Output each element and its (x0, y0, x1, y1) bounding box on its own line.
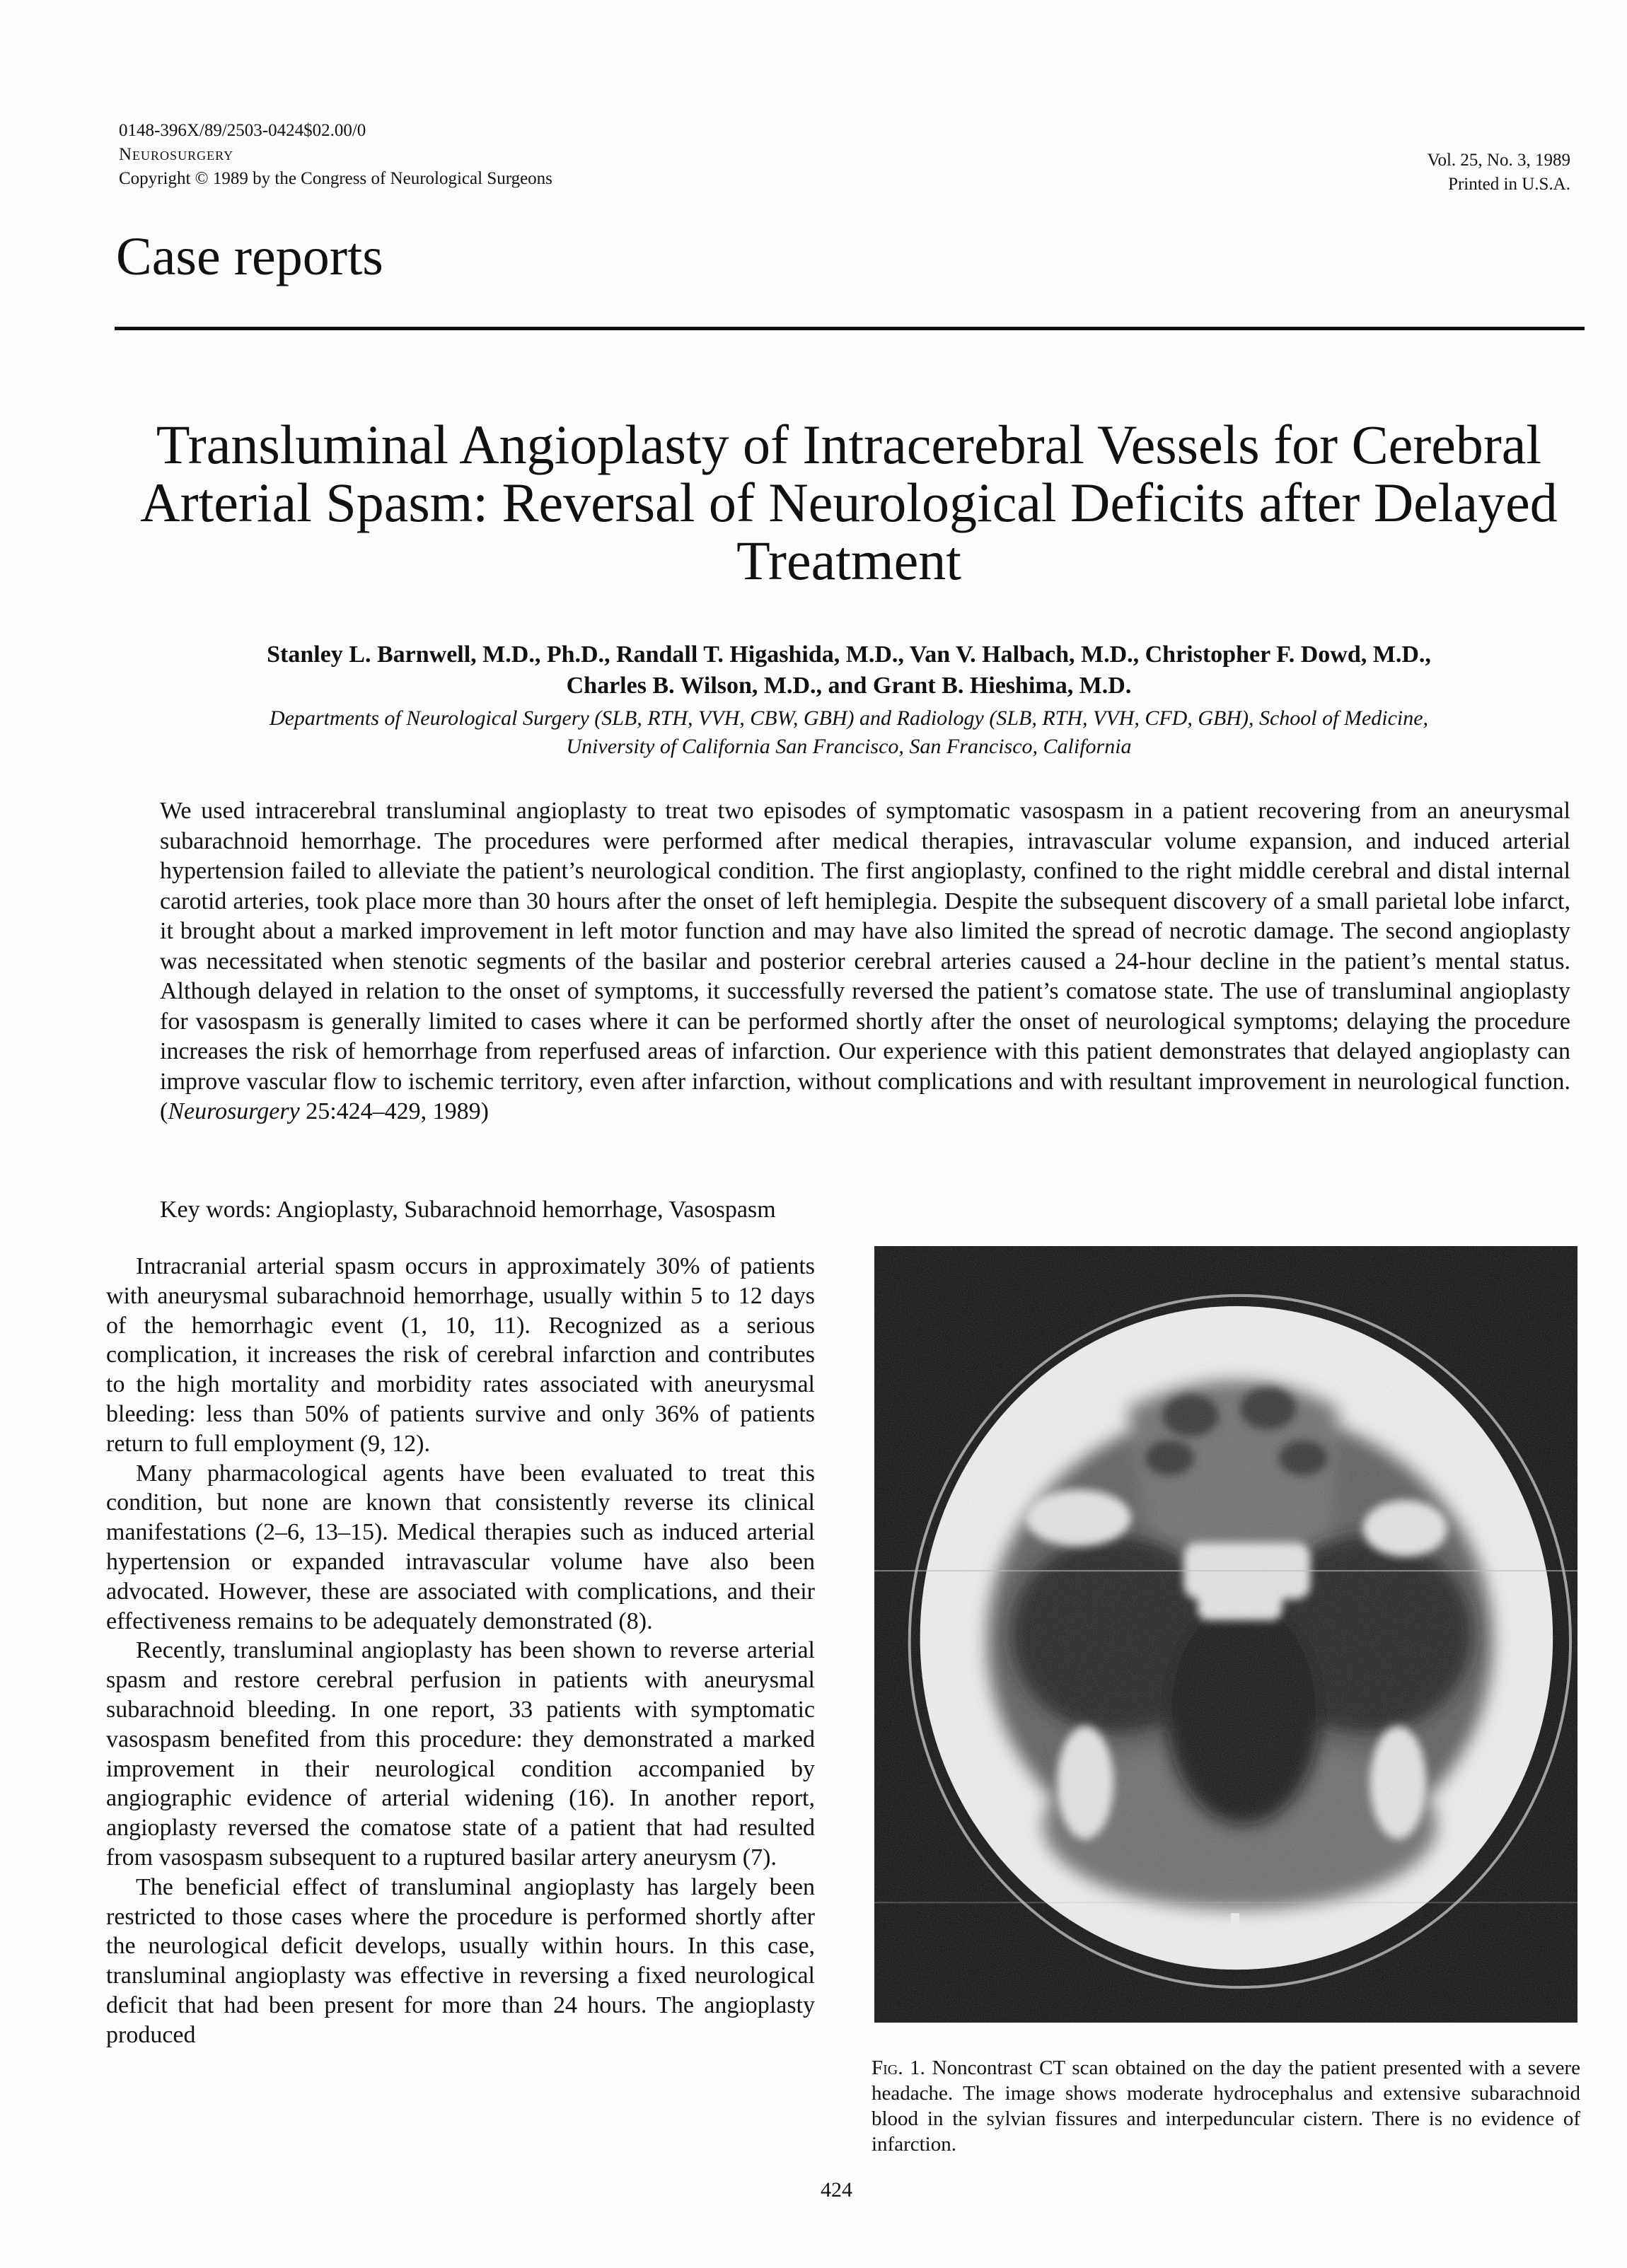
body-column-left (106, 1252, 815, 2050)
journal-code: 0148-396X/89/2503-0424$02.00/0 (119, 121, 366, 140)
article-title: Transluminal Angioplasty of Intracerebral Vessels for Cerebral Arterial Spasm: Reversal of Neurological Deficits after Delayed Treatment (140, 414, 1558, 591)
figure-label: Fig. 1. (872, 2057, 925, 2079)
printed-line: Printed in U.S.A. (1448, 175, 1570, 194)
body-paragraph: Many pharmacological agents have been evaluated to treat this condition, but none are known that consistently reverse its clinical manifestations (2–6, 13–15). Medical therapies such as induced arterial hypertension or expanded intravascular volume have also been advocated. However, these are associated with complications, and their effectiveness remains to be adequately demonstrated (8). (106, 1460, 815, 1634)
authors-line-2: Charles B. Wilson, M.D., and Grant B. Hieshima, M.D. (566, 673, 1132, 699)
body-paragraph: Recently, transluminal angioplasty has been shown to reverse arterial spasm and restore cerebral perfusion in patients with aneurysmal subarachnoid bleeding. In one report, 33 patients with symptomatic vasospasm benefited from this procedure: they demonstrated a marked improvement in their neurological condition accompanied by angiographic evidence of arterial widening (16). In another report, angioplasty reversed the comatose state of a patient that had resulted from vasospasm subsequent to a ruptured basilar artery aneurysm (7). (106, 1637, 815, 1871)
journal-name: Neurosurgery (119, 145, 234, 164)
citation-rest: 25:424–429, 1989) (299, 1098, 489, 1124)
ct-scan-figure (874, 1246, 1577, 2023)
volume-line: Vol. 25, No. 3, 1989 (1427, 151, 1570, 170)
section-divider (115, 327, 1585, 330)
figure-caption (872, 2055, 1580, 2157)
page-number: 424 (821, 2178, 852, 2202)
issue-info (1428, 149, 1570, 197)
journal-header (119, 119, 552, 191)
section-heading: Case reports (116, 227, 383, 286)
affiliation-line-2: University of California San Francisco, San Francisco, California (566, 735, 1132, 758)
abstract-text: We used intracerebral transluminal angioplasty to treat two episodes of symptomatic vasospasm in a patient recovering from an aneurysmal subarachnoid hemorrhage. The procedures were performed after medical therapies, intravascular volume expansion, and induced arterial hypertension failed to alleviate the patient’s neurological condition. The first angioplasty, confined to the right middle cerebral and distal internal carotid arteries, took place more than 30 hours after the onset of left hemiplegia. Despite the subsequent discovery of a small parietal lobe infarct, it brought about a marked improvement in left motor function and may have also limited the spread of necrotic damage. The second angioplasty was necessitated when stenotic segments of the basilar and posterior cerebral arteries caused a 24-hour decline in the patient’s mental status. Although delayed in relation to the onset of symptoms, it successfully reversed the patient’s comatose state. The use of transluminal angioplasty for vasospasm is generally limited to cases where it can be performed shortly after the onset of neurological symptoms; delaying the procedure increases the risk of hemorrhage from reperfused areas of infarction. Our experience with this patient demonstrates that delayed angioplasty can improve vascular flow to ischemic territory, even after infarction, without complications and with resultant improvement in neurological function. (160, 798, 1570, 1095)
figure-caption-text: Noncontrast CT scan obtained on the day the patient presented with a severe headache. The image shows moderate hydrocephalus and extensive subarachnoid blood in the sylvian fissures and interpeduncular cistern. There is no evidence of infarction. (872, 2057, 1580, 2156)
body-paragraph: The beneficial effect of transluminal angioplasty has largely been restricted to those cases where the procedure is performed shortly after the neurological deficit develops, usually within hours. In this case, transluminal angioplasty was effective in reversing a fixed neurological deficit that had been present for more than 24 hours. The angioplasty produced (106, 1873, 815, 2048)
authors-line-1: Stanley L. Barnwell, M.D., Ph.D., Randall T. Higashida, M.D., Van V. Halbach, M.D., Christopher F. Dowd, M.D., (267, 641, 1431, 668)
affiliation (106, 704, 1592, 761)
author-list (156, 639, 1542, 702)
ct-scan-image (874, 1246, 1577, 2023)
citation-journal: Neurosurgery (168, 1098, 300, 1124)
affiliation-line-1: Departments of Neurological Surgery (SLB, RTH, VVH, CBW, GBH) and Radiology (SLB, RTH, VVH, CFD, GBH), School of Medicine, (269, 706, 1429, 730)
abstract (160, 796, 1570, 1127)
body-paragraph: Intracranial arterial spasm occurs in approximately 30% of patients with aneurysmal subarachnoid hemorrhage, usually within 5 to 12 days of the hemorrhagic event (1, 10, 11). Recognized as a serious complication, it increases the risk of cerebral infarction and contributes to the high mortality and morbidity rates associated with aneurysmal bleeding: less than 50% of patients survive and only 36% of patients return to full employment (9, 12). (106, 1253, 815, 1457)
keywords: Key words: Angioplasty, Subarachnoid hemorrhage, Vasospasm (160, 1197, 776, 1223)
citation-open: ( (160, 1098, 168, 1124)
copyright-line: Copyright © 1989 by the Congress of Neurological Surgeons (119, 169, 552, 188)
